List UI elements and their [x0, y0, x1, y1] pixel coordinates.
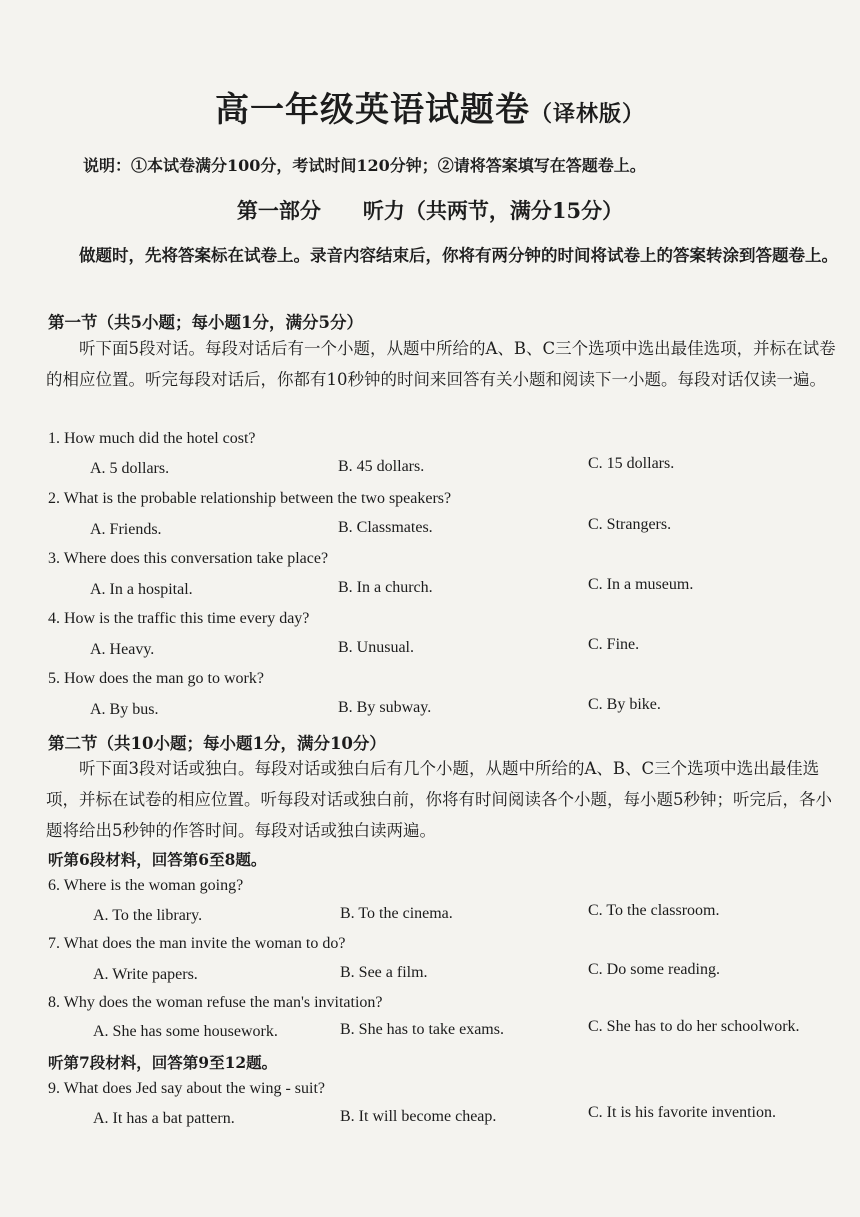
option-b: B. She has to take exams. — [340, 1021, 504, 1038]
option-a: A. 5 dollars. — [90, 460, 170, 477]
option-b: B. Unusual. — [338, 639, 414, 656]
material-6-note: 听第6段材料，回答第6至8题。 — [48, 850, 267, 869]
question-stem: 4. How is the traffic this time every day? — [48, 610, 310, 627]
section1-title: 第一节（共5小题；每小题1分，满分5分） — [48, 313, 363, 332]
title-main: 高一年级英语试题卷 — [214, 90, 530, 130]
question-stem: 3. Where does this conversation take place? — [48, 550, 329, 567]
option-c: C. In a museum. — [588, 576, 694, 593]
option-c: C. By bike. — [588, 696, 661, 713]
option-a: A. To the library. — [93, 907, 203, 924]
option-b: B. 45 dollars. — [338, 458, 425, 475]
option-b: B. To the cinema. — [340, 905, 453, 922]
option-a: A. By bus. — [90, 701, 159, 718]
option-c: C. It is his favorite invention. — [588, 1104, 776, 1121]
section2-title: 第二节（共10小题；每小题1分，满分10分） — [48, 734, 386, 753]
part1-instructions: 做题时，先将答案标在试卷上。录音内容结束后，你将有两分钟的时间将试卷上的答案转涂到答题卷上。 — [79, 246, 838, 265]
option-a: A. Heavy. — [90, 641, 155, 658]
option-a: A. Friends. — [90, 521, 162, 538]
option-b: B. In a church. — [338, 579, 433, 596]
option-a: A. It has a bat pattern. — [93, 1110, 235, 1127]
option-c: C. Do some reading. — [588, 961, 720, 978]
option-a: A. Write papers. — [93, 966, 198, 983]
question-stem: 7. What does the man invite the woman to do? — [48, 935, 346, 952]
part1-title: 第一部分 听力（共两节，满分15分） — [236, 198, 624, 223]
option-b: B. By subway. — [338, 699, 432, 716]
option-c: C. She has to do her schoolwork. — [588, 1018, 800, 1035]
option-a: A. She has some housework. — [93, 1023, 278, 1040]
material-7-note: 听第7段材料，回答第9至12题。 — [48, 1053, 278, 1072]
option-b: B. Classmates. — [338, 519, 433, 536]
option-c: C. To the classroom. — [588, 902, 720, 919]
question-stem: 9. What does Jed say about the wing - suit? — [48, 1080, 325, 1097]
option-b: B. It will become cheap. — [340, 1108, 497, 1125]
option-c: C. 15 dollars. — [588, 455, 675, 472]
option-c: C. Fine. — [588, 636, 640, 653]
section1-instructions: 听下面5段对话。每段对话后有一个小题，从题中所给的A、B、C三个选项中选出最佳选项，并标在试卷的相应位置。听完每段对话后，你都有10秒钟的时间来回答有关小题和阅读下一小题。每段对话仅读一遍。 — [46, 339, 836, 389]
option-b: B. See a film. — [340, 964, 428, 981]
question-stem: 8. Why does the woman refuse the man's invitation? — [48, 994, 383, 1011]
option-a: A. In a hospital. — [90, 581, 193, 598]
question-stem: 6. Where is the woman going? — [48, 877, 244, 894]
title-edition: （译林版） — [529, 101, 645, 127]
question-stem: 2. What is the probable relationship between the two speakers? — [48, 490, 452, 507]
exam-note: 说明：①本试卷满分100分，考试时间120分钟；②请将答案填写在答题卷上。 — [83, 156, 646, 175]
page-title — [0, 82, 860, 131]
question-stem: 1. How much did the hotel cost? — [48, 430, 256, 447]
section2-instructions: 听下面3段对话或独白。每段对话或独白后有几个小题，从题中所给的A、B、C三个选项中选出最佳选项，并标在试卷的相应位置。听每段对话或独白前，你将有时间阅读各个小题，每小题5秒钟；听完后，各小题将给出5秒钟的作答时间。每段对话或独白读两遍。 — [46, 759, 832, 840]
option-c: C. Strangers. — [588, 516, 672, 533]
question-stem: 5. How does the man go to work? — [48, 670, 264, 687]
